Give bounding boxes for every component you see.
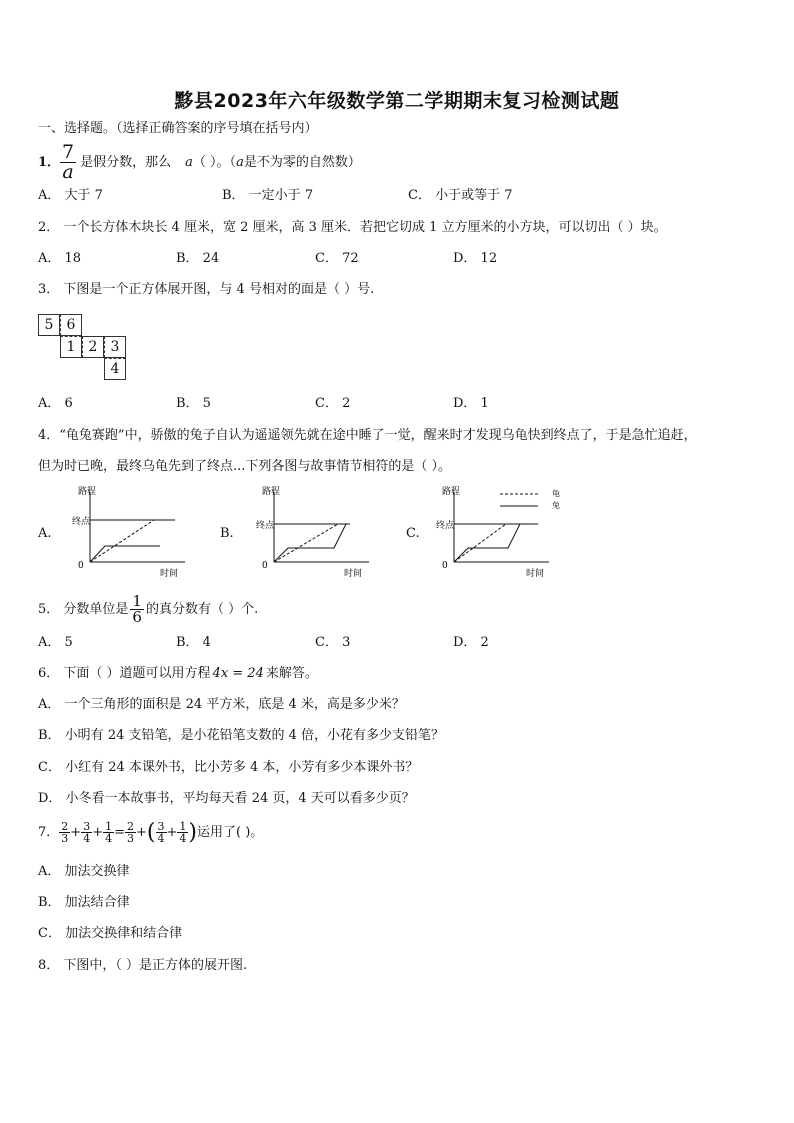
question-7-number: 7． xyxy=(38,824,60,840)
option-b[interactable]: B． 5 xyxy=(176,396,211,411)
origin-label: 0 xyxy=(78,561,84,571)
option-b[interactable]: B． 24 xyxy=(176,251,220,266)
option-c[interactable]: C． 小红有 24 本课外书，比小芳多 4 本，小芳有多少本课外书？ xyxy=(38,760,419,775)
y-axis-label: 路程 xyxy=(78,487,97,497)
rabbit-line xyxy=(90,546,160,562)
tortoise-line xyxy=(90,520,154,562)
fraction-numerator: 1 xyxy=(105,820,113,833)
fraction-numerator: 3 xyxy=(157,820,165,833)
net-face: 2 xyxy=(82,336,104,358)
variable-a: a xyxy=(185,154,193,170)
option-d[interactable]: D． 2 xyxy=(453,635,489,650)
fraction xyxy=(156,821,167,844)
question-7 xyxy=(38,821,263,844)
question-1-number: 1． xyxy=(38,154,61,170)
option-b[interactable]: B． 加法结合律 xyxy=(38,895,130,910)
fraction-numerator: 7 xyxy=(62,141,75,163)
net-face: 3 xyxy=(104,336,126,358)
graph-c-label[interactable]: C. xyxy=(406,526,420,541)
plus-sign: + xyxy=(166,824,178,840)
question-7-text: 运用了( )。 xyxy=(197,824,264,840)
fraction-numerator: 2 xyxy=(127,820,134,833)
section-heading: 一、选择题。（选择正确答案的序号填在括号内） xyxy=(38,121,318,136)
net-face: 1 xyxy=(60,336,82,358)
option-c[interactable]: C． 3 xyxy=(315,635,351,650)
tortoise-line xyxy=(274,524,338,562)
left-paren: ( xyxy=(146,819,156,845)
question-2: 2． 一个长方体木块长 4 厘米，宽 2 厘米，高 3 厘米．若把它切成 1 立方厘米的小方块，可以切出（ ）块。 xyxy=(38,220,667,235)
question-5-text: 的真分数有（ ）个. xyxy=(145,601,259,617)
cube-net-figure xyxy=(38,314,138,384)
net-face: 5 xyxy=(38,314,60,336)
variable-a: a xyxy=(236,154,244,170)
finish-label: 终点 xyxy=(72,517,91,527)
option-a[interactable]: A． 一个三角形的面积是 24 平方米，底是 4 米，高是多少米？ xyxy=(38,697,405,712)
option-b[interactable]: B． 4 xyxy=(176,635,211,650)
fraction-numerator: 1 xyxy=(179,820,187,833)
fraction xyxy=(103,821,114,844)
origin-label: 0 xyxy=(262,561,268,571)
equals-sign: = xyxy=(114,824,125,840)
graph-a xyxy=(70,484,190,580)
question-1-note: 是不为零的自然数） xyxy=(243,154,361,170)
fraction-denominator: 4 xyxy=(83,832,91,845)
fraction-denominator: 3 xyxy=(127,832,134,845)
fraction xyxy=(59,821,70,844)
option-b[interactable]: B． 小明有 24 支铅笔，是小花铅笔支数的 4 倍，小花有多少支铅笔？ xyxy=(38,728,445,743)
option-c[interactable]: C． 72 xyxy=(315,251,359,266)
tortoise-line xyxy=(454,524,506,562)
right-paren: ) xyxy=(188,819,197,845)
graph-b-label[interactable]: B. xyxy=(220,526,234,541)
question-4-line-1: 4．“龟兔赛跑”中，骄傲的兔子自认为遥遥领先就在途中睡了一觉，醒来时才发现乌龟快到终点了，于是急忙追赶， xyxy=(38,428,697,443)
finish-label: 终点 xyxy=(436,521,455,531)
question-5-prefix: 5． 分数单位是 xyxy=(38,601,129,617)
option-c[interactable]: C． 2 xyxy=(315,396,351,411)
fraction-7-over-a xyxy=(60,143,76,182)
x-axis-label: 时间 xyxy=(344,569,363,579)
fraction-denominator: 3 xyxy=(61,832,69,845)
fraction-numerator: 1 xyxy=(132,592,142,610)
fraction xyxy=(177,821,188,844)
fraction-numerator: 2 xyxy=(61,820,69,833)
question-1-blank: （ ）。（ xyxy=(192,154,237,170)
fraction xyxy=(125,821,136,844)
plus-sign: + xyxy=(136,824,147,840)
option-a[interactable]: A． 大于 7 xyxy=(38,188,103,203)
fraction-denominator: 6 xyxy=(132,608,142,626)
option-b[interactable]: B． 一定小于 7 xyxy=(222,188,314,203)
plus-sign: + xyxy=(70,824,82,840)
option-a[interactable]: A． 6 xyxy=(38,396,73,411)
question-6-text: 6． 下面（ ）道题可以用方程 xyxy=(38,666,211,681)
option-c[interactable]: C． 小于或等于 7 xyxy=(408,188,513,203)
option-d[interactable]: D． 小冬看一本故事书，平均每天看 24 页，4 天可以看多少页？ xyxy=(38,791,415,806)
rabbit-line xyxy=(274,524,346,562)
finish-label: 终点 xyxy=(256,521,275,531)
fraction-denominator: 4 xyxy=(105,832,113,845)
graph-b xyxy=(254,484,374,580)
x-axis-label: 时间 xyxy=(526,569,545,579)
page-title: 黟县2023年六年级数学第二学期期末复习检测试题 xyxy=(174,90,620,112)
question-6-tail: 来解答。 xyxy=(265,666,318,681)
origin-label: 0 xyxy=(442,561,448,571)
x-axis-label: 时间 xyxy=(160,569,179,579)
question-1 xyxy=(38,143,361,182)
option-c[interactable]: C． 加法交换律和结合律 xyxy=(38,926,183,941)
y-axis-label: 路程 xyxy=(442,487,461,497)
fraction-1-over-6 xyxy=(130,594,144,625)
option-d[interactable]: D． 1 xyxy=(453,396,489,411)
fraction xyxy=(81,821,92,844)
legend-tortoise-label: 龟 xyxy=(552,489,560,498)
y-axis-label: 路程 xyxy=(262,487,281,497)
option-d[interactable]: D． 12 xyxy=(453,251,498,266)
question-4-line-2: 但为时已晚，最终乌龟先到了终点...下列各图与故事情节相符的是（ ）。 xyxy=(38,459,452,474)
question-1-text: 是假分数，那么 xyxy=(80,154,172,170)
option-a[interactable]: A． 18 xyxy=(38,251,82,266)
graph-a-label[interactable]: A. xyxy=(38,526,52,541)
net-face: 6 xyxy=(60,314,82,336)
plus-sign: + xyxy=(92,824,104,840)
question-6 xyxy=(38,666,318,682)
fraction-numerator: 3 xyxy=(83,820,91,833)
legend-rabbit-label: 兔 xyxy=(552,501,560,510)
question-5 xyxy=(38,594,258,625)
equation: 4x = 24 xyxy=(212,666,264,681)
graph-c xyxy=(434,484,574,580)
net-face: 4 xyxy=(104,358,126,380)
option-a[interactable]: A． 5 xyxy=(38,635,73,650)
fraction-denominator: 4 xyxy=(157,832,165,845)
option-a[interactable]: A． 加法交换律 xyxy=(38,864,130,879)
fraction-denominator: 4 xyxy=(179,832,187,845)
question-8: 8． 下图中，（ ）是正方体的展开图. xyxy=(38,958,248,973)
rabbit-line xyxy=(454,524,520,562)
question-3: 3． 下图是一个正方体展开图，与 4 号相对的面是（ ）号. xyxy=(38,282,375,297)
fraction-denominator: a xyxy=(62,161,74,183)
